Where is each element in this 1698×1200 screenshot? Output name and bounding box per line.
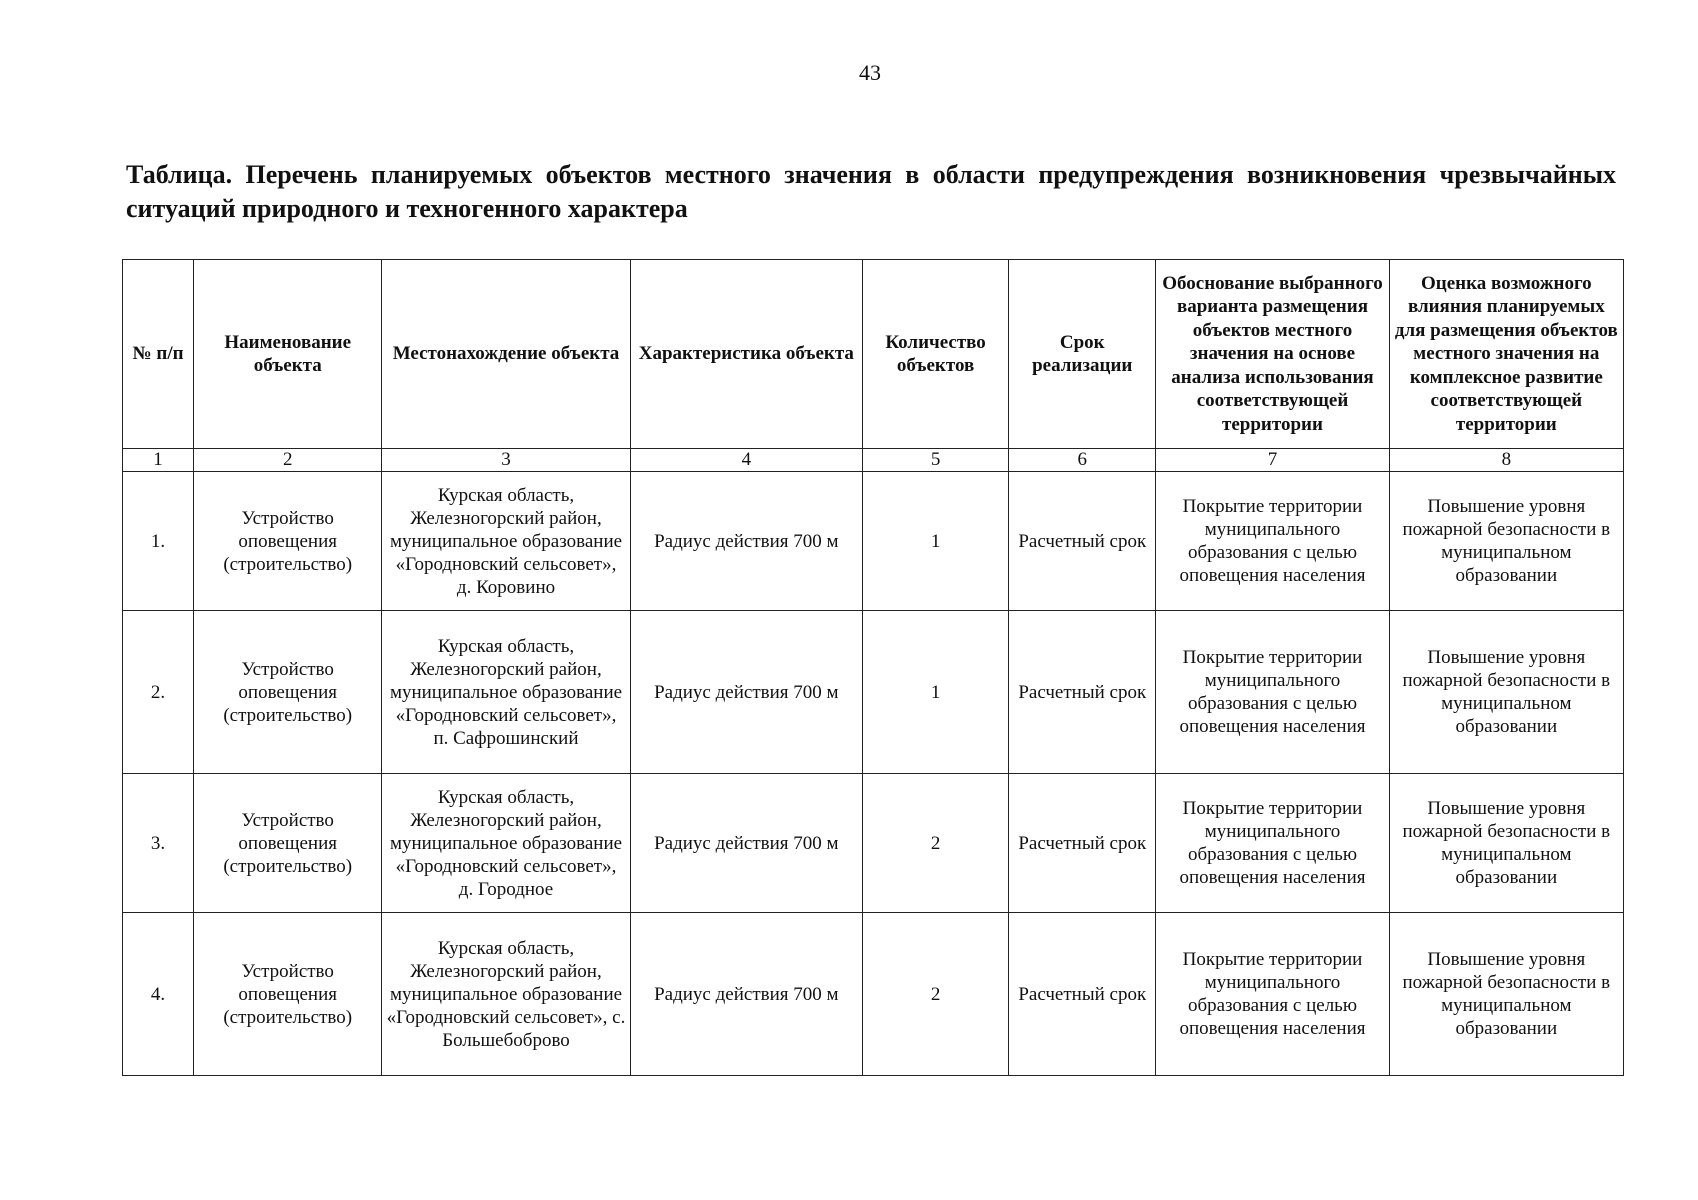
object-characteristic: Радиус действия 700 м xyxy=(630,774,862,913)
object-name: Устройство оповещения (строительство) xyxy=(194,472,382,611)
object-characteristic: Радиус действия 700 м xyxy=(630,472,862,611)
object-name: Устройство оповещения (строительство) xyxy=(194,611,382,774)
header-cell: Наименование объекта xyxy=(194,260,382,449)
placement-justification: Покрытие территории муниципального образования с целью оповещения населения xyxy=(1156,611,1389,774)
header-cell: Характеристика объекта xyxy=(630,260,862,449)
row-number: 3. xyxy=(123,774,194,913)
object-name: Устройство оповещения (строительство) xyxy=(194,913,382,1076)
header-cell: Обоснование выбранного варианта размещения объектов местного значения на основе анализа использования соответствующей территории xyxy=(1156,260,1389,449)
object-count: 2 xyxy=(862,774,1008,913)
header-row xyxy=(123,260,1624,449)
table-row xyxy=(123,913,1624,1076)
impact-assessment: Повышение уровня пожарной безопасности в муниципальном образовании xyxy=(1389,611,1623,774)
placement-justification: Покрытие территории муниципального образования с целью оповещения населения xyxy=(1156,472,1389,611)
table-title: Таблица. Перечень планируемых объектов местного значения в области предупреждения возникновения чрезвычайных ситуаций природного и техногенного характера xyxy=(126,160,1616,223)
object-location: Курская область, Железногорский район, муниципальное образование «Городновский сельсовет», п. Сафрошинский xyxy=(382,611,630,774)
column-number: 7 xyxy=(1156,449,1389,472)
column-number-row xyxy=(123,449,1624,472)
impact-assessment: Повышение уровня пожарной безопасности в муниципальном образовании xyxy=(1389,774,1623,913)
object-characteristic: Радиус действия 700 м xyxy=(630,913,862,1076)
header-cell: Количество объектов xyxy=(862,260,1008,449)
column-number: 3 xyxy=(382,449,630,472)
column-number: 5 xyxy=(862,449,1008,472)
header-cell: Срок реализации xyxy=(1009,260,1156,449)
realization-term: Расчетный срок xyxy=(1009,913,1156,1076)
object-name: Устройство оповещения (строительство) xyxy=(194,774,382,913)
table-row xyxy=(123,774,1624,913)
row-number: 1. xyxy=(123,472,194,611)
impact-assessment: Повышение уровня пожарной безопасности в муниципальном образовании xyxy=(1389,472,1623,611)
realization-term: Расчетный срок xyxy=(1009,774,1156,913)
header-cell: № п/п xyxy=(123,260,194,449)
column-number: 4 xyxy=(630,449,862,472)
table-row xyxy=(123,472,1624,611)
header-cell: Местонахождение объекта xyxy=(382,260,630,449)
realization-term: Расчетный срок xyxy=(1009,472,1156,611)
object-count: 1 xyxy=(862,611,1008,774)
object-location: Курская область, Железногорский район, муниципальное образование «Городновский сельсовет», д. Коровино xyxy=(382,472,630,611)
object-location: Курская область, Железногорский район, муниципальное образование «Городновский сельсовет», с. Большебоброво xyxy=(382,913,630,1076)
row-number: 2. xyxy=(123,611,194,774)
placement-justification: Покрытие территории муниципального образования с целью оповещения населения xyxy=(1156,774,1389,913)
table-row xyxy=(123,611,1624,774)
column-number: 6 xyxy=(1009,449,1156,472)
impact-assessment: Повышение уровня пожарной безопасности в муниципальном образовании xyxy=(1389,913,1623,1076)
object-count: 1 xyxy=(862,472,1008,611)
realization-term: Расчетный срок xyxy=(1009,611,1156,774)
column-number: 8 xyxy=(1389,449,1623,472)
column-number: 1 xyxy=(123,449,194,472)
header-cell: Оценка возможного влияния планируемых для размещения объектов местного значения на комплексное развитие соответствующей территории xyxy=(1389,260,1623,449)
object-count: 2 xyxy=(862,913,1008,1076)
object-characteristic: Радиус действия 700 м xyxy=(630,611,862,774)
objects-table xyxy=(122,259,1624,1076)
row-number: 4. xyxy=(123,913,194,1076)
column-number: 2 xyxy=(194,449,382,472)
placement-justification: Покрытие территории муниципального образования с целью оповещения населения xyxy=(1156,913,1389,1076)
object-location: Курская область, Железногорский район, муниципальное образование «Городновский сельсовет», д. Городное xyxy=(382,774,630,913)
page-number: 43 xyxy=(859,60,881,85)
